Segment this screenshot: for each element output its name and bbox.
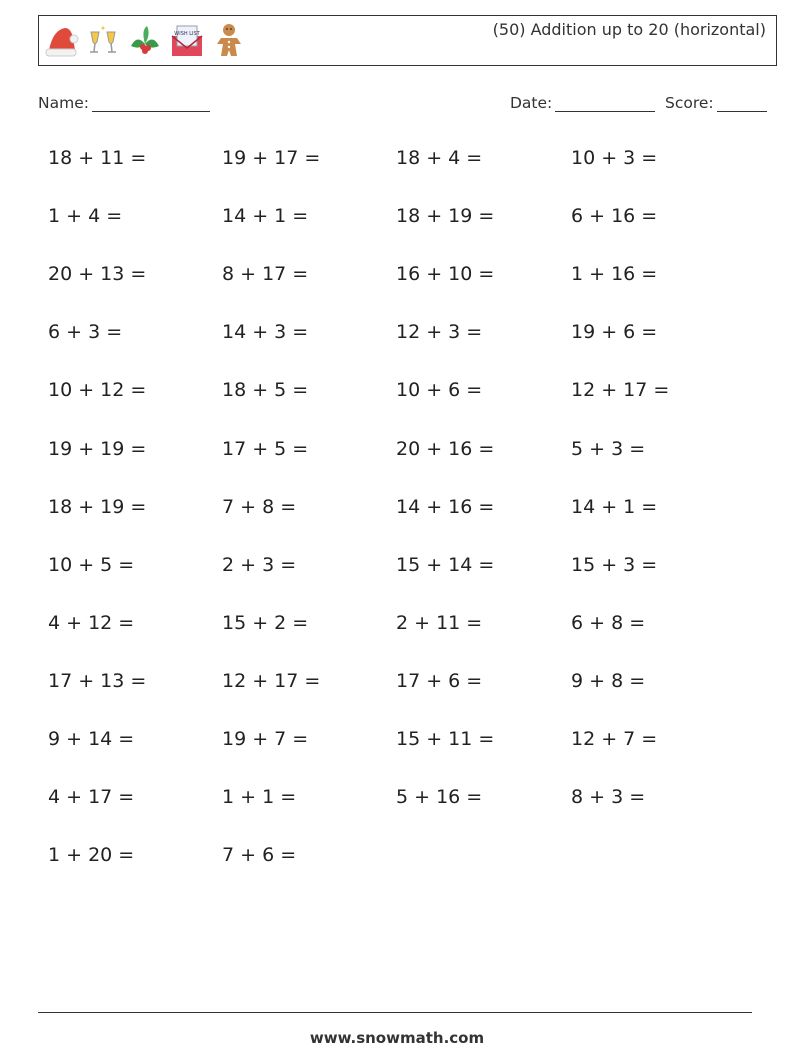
problem-item: 12 + 17 = — [222, 669, 321, 692]
header-box — [38, 15, 777, 66]
problem-item: 10 + 12 = — [48, 379, 147, 402]
footer-url: www.snowmath.com — [309, 1029, 485, 1047]
problem-item: 15 + 3 = — [571, 553, 658, 576]
problem-item: 17 + 5 = — [222, 437, 309, 460]
problem-item: 10 + 5 = — [48, 553, 135, 576]
wish-list-envelope-icon — [169, 22, 205, 60]
problem-item: 12 + 17 = — [571, 379, 670, 402]
problem-item: 6 + 8 = — [571, 611, 646, 634]
problem-item: 1 + 4 = — [48, 205, 123, 228]
problem-item: 1 + 1 = — [222, 786, 297, 809]
problem-item: 10 + 6 = — [396, 379, 483, 402]
problem-item: 19 + 19 = — [48, 437, 147, 460]
problem-item: 20 + 16 = — [396, 437, 495, 460]
problem-item: 1 + 16 = — [571, 263, 658, 286]
problem-item: 9 + 8 = — [571, 669, 646, 692]
problem-item: 6 + 3 = — [48, 321, 123, 344]
problem-item: 14 + 1 = — [571, 495, 658, 518]
date-label: Date: — [510, 94, 553, 112]
problem-item: 7 + 8 = — [222, 495, 297, 518]
problem-item: 2 + 3 = — [222, 553, 297, 576]
problem-item: 19 + 7 = — [222, 728, 309, 750]
problem-item: 14 + 1 = — [222, 205, 309, 228]
date-blank[interactable] — [555, 97, 655, 112]
problem-item: 6 + 16 = — [571, 205, 658, 228]
problem-item: 8 + 17 = — [222, 263, 309, 286]
problem-item: 16 + 10 = — [396, 263, 495, 286]
champagne-glasses-icon — [85, 22, 121, 60]
problem-item: 8 + 3 = — [571, 786, 646, 809]
problem-item: 18 + 5 = — [222, 379, 309, 402]
icon-strip — [43, 22, 247, 60]
problem-item: 19 + 17 = — [222, 147, 321, 169]
problem-item: 7 + 6 = — [222, 844, 297, 867]
score-blank[interactable] — [717, 97, 767, 112]
score-label: Score: — [665, 94, 714, 112]
problem-item: 2 + 11 = — [396, 611, 483, 634]
problem-item: 14 + 3 = — [222, 321, 309, 344]
worksheet-title: (50) Addition up to 20 (horizontal) — [492, 20, 766, 39]
holly-icon — [127, 22, 163, 60]
problem-item: 12 + 7 = — [571, 728, 658, 750]
name-blank[interactable] — [92, 97, 210, 112]
problem-item: 18 + 19 = — [48, 495, 147, 518]
problem-item: 5 + 16 = — [396, 786, 483, 809]
problem-item: 18 + 19 = — [396, 205, 495, 228]
problem-item: 19 + 6 = — [571, 321, 658, 344]
problem-item: 15 + 2 = — [222, 611, 309, 634]
problem-item: 12 + 3 = — [396, 321, 483, 344]
problem-item: 17 + 6 = — [396, 669, 483, 692]
date-field — [510, 94, 655, 112]
gingerbread-man-icon — [211, 22, 247, 60]
name-field — [38, 94, 210, 112]
problem-item: 20 + 13 = — [48, 263, 147, 286]
problem-item: 5 + 3 = — [571, 437, 646, 460]
wish-list-text: WISH LIST — [174, 31, 200, 37]
problem-item: 15 + 14 = — [396, 553, 495, 576]
score-field — [665, 94, 767, 112]
problem-item: 9 + 14 = — [48, 728, 135, 750]
problem-item: 1 + 20 = — [48, 844, 135, 867]
problem-item: 15 + 11 = — [396, 728, 495, 750]
problem-item: 4 + 17 = — [48, 786, 135, 809]
problem-item: 14 + 16 = — [396, 495, 495, 518]
problem-item: 18 + 11 = — [48, 147, 147, 169]
problem-item: 4 + 12 = — [48, 611, 135, 634]
problem-item: 10 + 3 = — [571, 147, 658, 169]
problem-item: 17 + 13 = — [48, 669, 147, 692]
problem-item: 18 + 4 = — [396, 147, 483, 169]
footer-divider — [38, 1012, 752, 1013]
name-label: Name: — [38, 94, 89, 112]
santa-hat-icon — [43, 22, 79, 60]
